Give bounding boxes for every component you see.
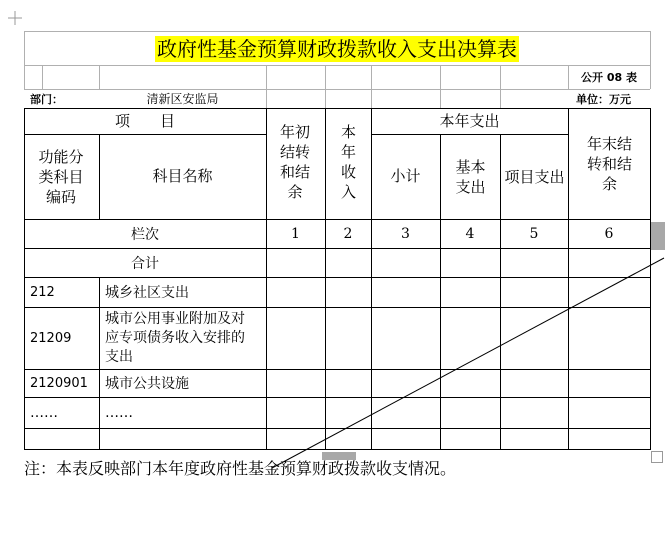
column-number: 6	[604, 225, 614, 242]
function-code: 2120901	[30, 375, 88, 391]
function-code: 21209	[30, 330, 72, 346]
function-code-header: 功能分类科目编码	[38, 148, 84, 206]
resize-handle-icon[interactable]	[651, 451, 663, 463]
subject-name: 城乡社区支出	[105, 285, 189, 301]
column-number: 3	[401, 225, 410, 242]
right-edge-tab[interactable]	[651, 222, 665, 250]
column-number: 4	[465, 225, 475, 242]
column-number: 1	[291, 225, 300, 242]
total-label: 合计	[131, 255, 159, 272]
unit-label: 单位：万元	[576, 92, 631, 106]
page-title: 政府性基金预算财政拨款收入支出决算表	[157, 36, 517, 61]
table-number: 公开 08 表	[581, 71, 637, 84]
footnote: 注：本表反映部门本年度政府性基金预算财政拨款收支情况。	[24, 459, 457, 478]
project-expense-header: 项目支出	[504, 167, 565, 186]
department-label: 部门：	[30, 92, 63, 106]
function-code: ……	[30, 404, 58, 421]
basic-expense-header: 基本支出	[455, 157, 486, 196]
subject-name: 城市公用事业附加及对应专项债务收入安排的支出	[105, 310, 245, 365]
subject-name: ……	[105, 404, 133, 421]
income-header: 本年收入	[340, 123, 356, 201]
column-index-label: 栏次	[131, 226, 159, 243]
end-balance-header: 年末结转和结余	[586, 135, 632, 193]
subtotal-header: 小计	[390, 167, 421, 185]
function-code: 212	[30, 284, 55, 300]
column-number: 2	[343, 225, 353, 242]
department-name: 清新区安监局	[146, 92, 219, 106]
item-header: 项 目	[114, 111, 175, 130]
begin-balance-header: 年初结转和结余	[279, 123, 310, 201]
subject-name: 城市公共设施	[105, 376, 189, 392]
expense-header: 本年支出	[439, 111, 500, 130]
subject-name-header: 科目名称	[152, 167, 213, 185]
column-number: 5	[529, 225, 539, 242]
